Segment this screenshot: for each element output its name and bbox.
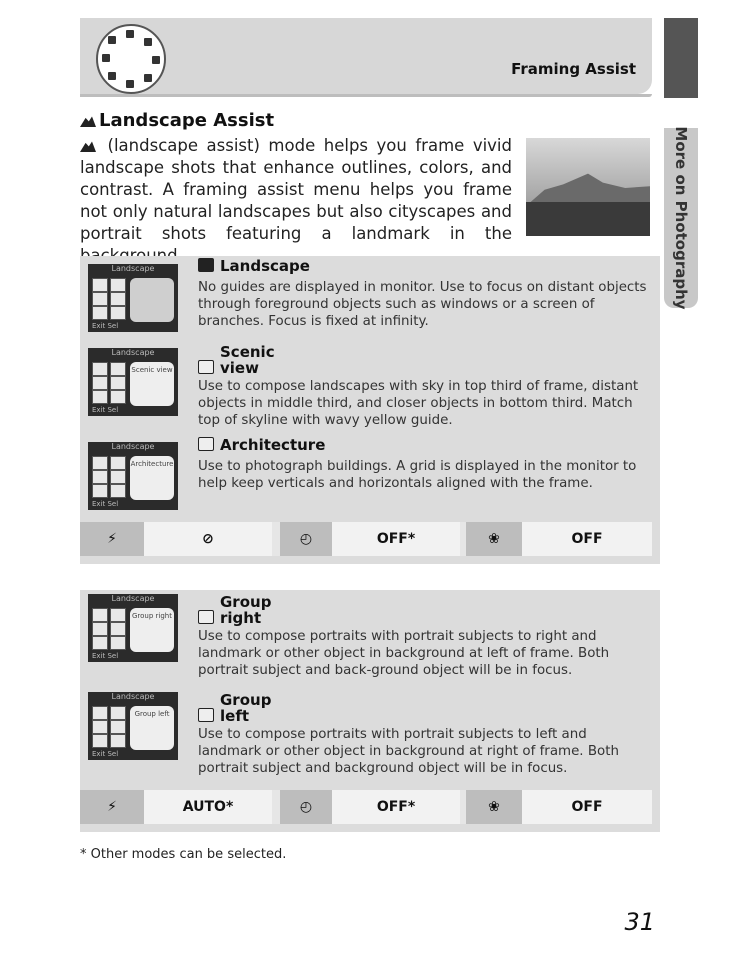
- mode-description: Use to compose portraits with portrait subjects to left and landmark or other object in background at right of frame. Both portrait subject and background object will be in focus.: [198, 727, 619, 776]
- camera-screen-scenic-view: [88, 348, 178, 416]
- screen-title: Landscape: [111, 692, 155, 701]
- footnote: * Other modes can be selected.: [80, 847, 287, 862]
- screen-footer: Exit Sel: [92, 406, 119, 414]
- group-left-icon: [198, 708, 214, 722]
- intro-paragraph: [80, 135, 512, 267]
- camera-screen-landscape: [88, 264, 178, 332]
- settings-bar-1: [80, 522, 652, 556]
- mode-description: No guides are displayed in monitor. Use to focus on distant objects through foreground objects such as windows or a screen of branches. Focus is fixed at infinity.: [198, 280, 647, 329]
- settings-bar-2: [80, 790, 652, 824]
- camera-screen-architecture: [88, 442, 178, 510]
- screen-title: Landscape: [111, 442, 155, 451]
- screen-footer: Exit Sel: [92, 652, 119, 660]
- mode-architecture: [198, 437, 653, 492]
- flash-icon: ⚡: [80, 790, 144, 824]
- screen-title: Landscape: [111, 348, 155, 357]
- chapter-tab-marker: [664, 18, 698, 98]
- mode-name: Landscape: [220, 257, 310, 275]
- screen-label: Architecture: [130, 460, 174, 468]
- flash-value: AUTO*: [144, 790, 272, 824]
- mode-name: Architecture: [220, 436, 326, 454]
- mode-name: Group right: [220, 593, 272, 627]
- architecture-icon: [198, 437, 214, 451]
- mode-description: Use to compose landscapes with sky in top third of frame, distant objects in middle third, and closer objects in bottom third. Match top of skyline with wavy yellow guide.: [198, 379, 639, 428]
- landscape-icon: [198, 258, 214, 272]
- self-timer-value: OFF*: [332, 522, 460, 556]
- group-right-icon: [198, 610, 214, 624]
- macro-value: OFF: [522, 790, 652, 824]
- self-timer-icon: ◴: [280, 790, 332, 824]
- side-tab-label: More on Photography: [672, 126, 690, 310]
- mode-name: Group left: [220, 691, 272, 725]
- camera-screen-group-right: [88, 594, 178, 662]
- camera-screen-group-left: [88, 692, 178, 760]
- side-tab-label-wrap: [664, 128, 698, 308]
- screen-title: Landscape: [111, 594, 155, 603]
- screen-label: Scenic view: [131, 366, 173, 374]
- mode-group-left: [198, 692, 653, 777]
- page-title: Landscape Assist: [99, 110, 275, 131]
- mode-description: Use to photograph buildings. A grid is displayed in the monitor to help keep verticals and horizontals aligned with the frame.: [198, 459, 637, 491]
- screen-footer: Exit Sel: [92, 500, 119, 508]
- screen-footer: Exit Sel: [92, 750, 119, 758]
- macro-icon: ❀: [466, 790, 522, 824]
- mode-group-right: [198, 594, 653, 679]
- mode-landscape: [198, 258, 653, 330]
- macro-icon: ❀: [466, 522, 522, 556]
- screen-label: Group right: [132, 612, 172, 620]
- page-heading: [80, 110, 274, 131]
- screen-footer: Exit Sel: [92, 322, 119, 330]
- self-timer-icon: ◴: [280, 522, 332, 556]
- flash-value: ⊘: [144, 522, 272, 556]
- mode-scenic-view: [198, 344, 653, 429]
- landscape-photo: [526, 138, 650, 236]
- section-title: Framing Assist: [511, 60, 636, 78]
- screen-label: Group left: [134, 710, 170, 718]
- mode-name: Scenic view: [220, 343, 275, 377]
- scenic-view-icon: [198, 360, 214, 374]
- flash-icon: ⚡: [80, 522, 144, 556]
- intro-text: (landscape assist) mode helps you frame vivid landscape shots that enhance outlines, colors, and contrast. A framing assist menu helps you frame not only natural landscapes but also cityscapes and portrait shots featuring a landmark in the: [80, 136, 512, 243]
- screen-title: Landscape: [111, 264, 155, 273]
- macro-value: OFF: [522, 522, 652, 556]
- landscape-icon: [80, 138, 96, 152]
- landscape-icon: [80, 113, 96, 127]
- mode-description: Use to compose portraits with portrait subjects to right and landmark or other object in background at left of frame. Both portrait subject and back-ground object will be in focus.: [198, 629, 610, 678]
- page-number: 31: [624, 908, 655, 936]
- mode-dial-icon: [96, 24, 166, 94]
- self-timer-value: OFF*: [332, 790, 460, 824]
